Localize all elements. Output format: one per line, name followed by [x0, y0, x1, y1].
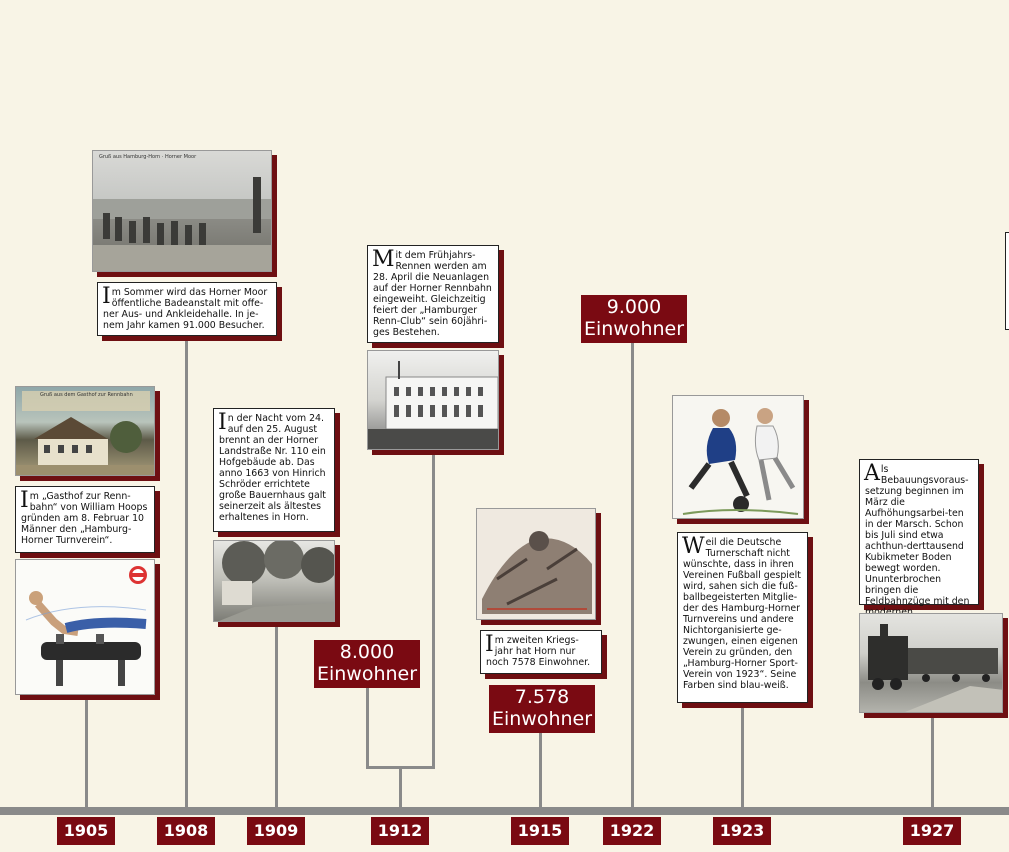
war-soldiers-illustration[interactable] — [476, 508, 596, 620]
stem-1912-left — [366, 688, 369, 768]
note-1908-text: m Sommer wird das Horner Moor öffentliche Badeanstalt mit offe-ner Aus- und Ankleidehalle. In je-nem Jahr kamen 91.000 Besucher. — [103, 287, 268, 331]
note-1923-initial: W — [682, 534, 705, 559]
stem-1912 — [399, 766, 402, 809]
population-1912-badge — [314, 640, 420, 688]
gasthof-illustration — [16, 387, 155, 476]
note-1912 — [367, 245, 499, 343]
farmhouse-street-photo[interactable] — [213, 540, 335, 622]
stem-1912-right — [432, 452, 435, 768]
note-1927-initial: A — [864, 461, 880, 486]
year-1927[interactable]: 1927 — [903, 817, 961, 845]
gymnast-pommel-horse-illustration[interactable] — [15, 559, 155, 695]
population-1922-number: 9.000 — [606, 296, 662, 318]
population-1922-label: Einwohner — [583, 318, 685, 340]
year-1915[interactable]: 1915 — [511, 817, 569, 845]
year-1912[interactable]: 1912 — [371, 817, 429, 845]
stem-1923 — [741, 703, 744, 809]
horner-moor-bathing-photo[interactable] — [92, 150, 272, 272]
stem-1909 — [275, 624, 278, 809]
stem-1915 — [539, 733, 542, 809]
beach-caption: Gruß aus Hamburg-Horn · Horner Moor — [99, 154, 197, 160]
note-1909-text: n der Nacht vom 24. auf den 25. August brennt an der Horner Landstraße Nr. 110 ein Hofgebäude ab. Das anno 1663 von Hinrich Schröder errichtete große Bauernhaus galt seinerzeit als ältestes erhaltenes in Horn. — [219, 413, 326, 523]
field-railway-train-photo[interactable] — [859, 613, 1003, 713]
note-1909-initial: I — [218, 410, 227, 435]
note-1915-initial: I — [485, 632, 494, 657]
stem-1922 — [631, 343, 634, 809]
war-drawing — [477, 509, 596, 620]
note-1927-text: ls Bebauungsvoraus-setzung beginnen im März die Aufhöhungsarbei-ten in der Marsch. Schon bis Juli sind etwa achthun-derttausend Kubikmeter Boden bewegt worden. Ununterbrochen bringen die Feldbahnzüge mit den — [865, 464, 970, 607]
next-entry-edge — [1005, 232, 1009, 330]
note-1923 — [677, 532, 808, 703]
racecourse-building-photo[interactable] — [367, 350, 499, 450]
football-drawing — [673, 396, 804, 519]
stem-1927 — [931, 713, 934, 809]
note-1923-text: eil die Deutsche Turnerschaft nicht wünschte, dass in ihren Vereinen Fußball gespielt wird, sahen sich die fuß-ballbegeisterten Mitglie-der des Hamburg-Horner Turnvereins und andere Nichtorganisierte ge-zwungen, einen eigenen Verein zu gründen, den „Hamburg-Horner Sport-Verein von 1923“. Seine Farben sind blau-weiß. — [683, 537, 801, 691]
timeline-axis — [0, 807, 1009, 815]
population-1912-label: Einwohner — [316, 663, 418, 685]
year-1923[interactable]: 1923 — [713, 817, 771, 845]
football-players-illustration[interactable] — [672, 395, 804, 519]
year-1908[interactable]: 1908 — [157, 817, 215, 845]
note-1908 — [97, 282, 277, 336]
postcard-caption: Gruß aus dem Gasthof zur Rennbahn — [40, 392, 133, 398]
gymnast-drawing — [16, 560, 155, 695]
year-1922[interactable]: 1922 — [603, 817, 661, 845]
population-1912-number: 8.000 — [339, 641, 395, 663]
note-1912-text: it dem Frühjahrs-Rennen werden am 28. April die Neuanlagen auf der Horner Rennbahn eingeweiht. Gleichzeitig feiert der „Hamburger Renn-Club“ sein 60jähri-ges Bestehen. — [373, 250, 492, 338]
population-1922-badge — [581, 295, 687, 343]
note-1915-text: m zweiten Kriegs-jahr hat Horn nur noch 7578 Einwohner. — [486, 635, 591, 668]
stem-1905 — [85, 697, 88, 809]
note-1908-initial: I — [102, 284, 111, 309]
note-1905-text: m „Gasthof zur Renn-bahn“ von William Hoops gründen am 8. Februar 10 Männer den „Hamburg-Horner Turnverein“. — [21, 491, 148, 546]
population-1915-label: Einwohner — [491, 708, 593, 730]
note-1912-initial: M — [372, 247, 395, 272]
note-1905-initial: I — [20, 488, 29, 513]
note-1905 — [15, 486, 155, 553]
note-1915 — [480, 630, 602, 674]
note-1927 — [859, 459, 979, 605]
racecourse-scene — [368, 351, 499, 450]
gasthof-postcard-photo[interactable] — [15, 386, 155, 476]
bathing-scene — [93, 151, 272, 272]
population-1915-number: 7.578 — [514, 686, 570, 708]
street-scene — [214, 541, 335, 622]
population-1915-badge — [489, 685, 595, 733]
year-1905[interactable]: 1905 — [57, 817, 115, 845]
stem-1908 — [185, 334, 188, 809]
train-scene — [860, 614, 1003, 713]
year-1909[interactable]: 1909 — [247, 817, 305, 845]
note-1909 — [213, 408, 335, 532]
